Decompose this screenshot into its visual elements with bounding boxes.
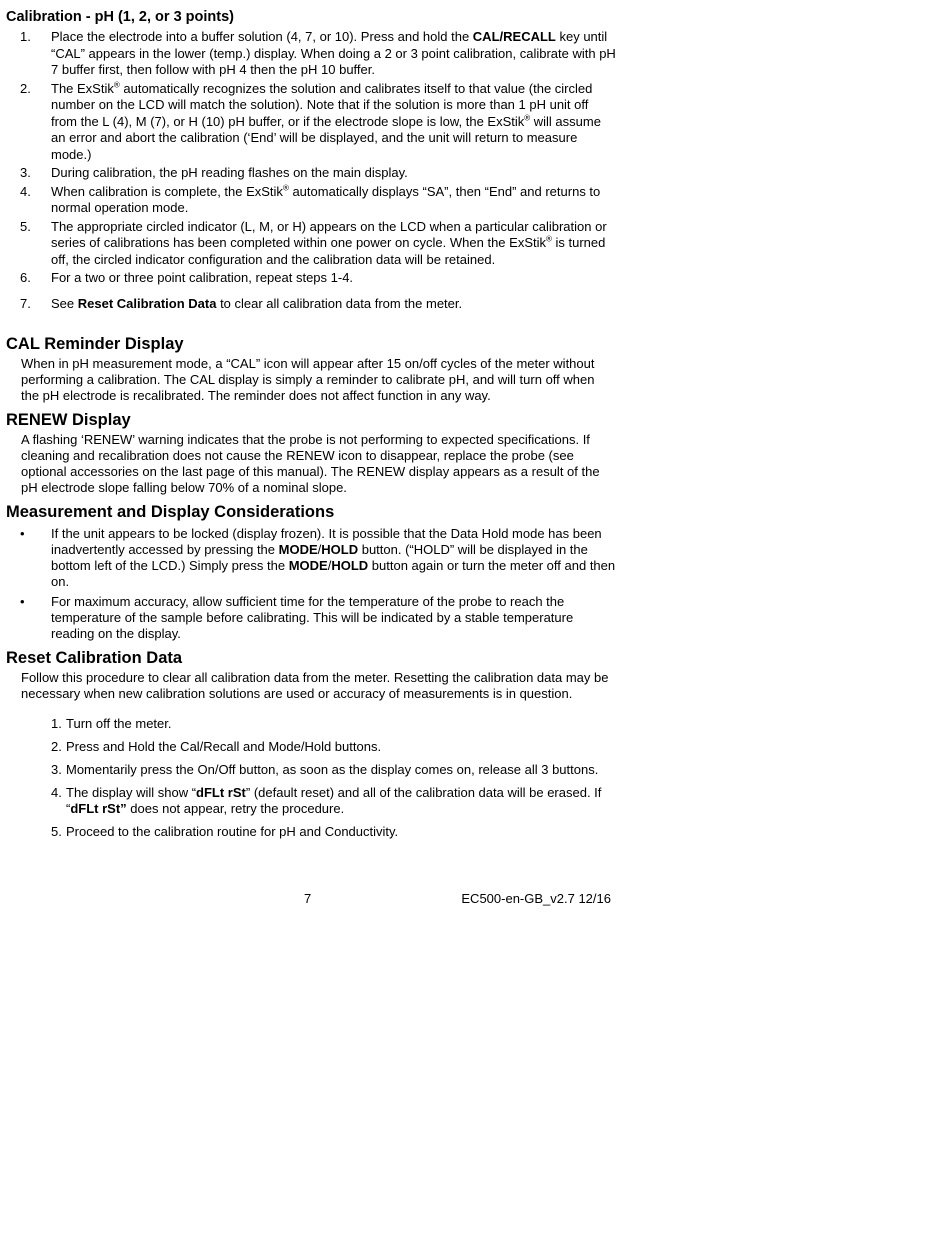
list-number: 3. xyxy=(20,165,31,180)
calibration-heading: Calibration - pH (1, 2, or 3 points) xyxy=(6,9,234,25)
document-code: EC500-en-GB_v2.7 12/16 xyxy=(461,891,611,906)
reset-steps-list xyxy=(6,716,616,840)
registered-mark: ® xyxy=(524,113,531,123)
list-item: 3. During calibration, the pH reading flashes on the main display. xyxy=(20,165,408,180)
cal-reminder-body: When in pH measurement mode, a “CAL” icon will appear after 15 on/off cycles of the meter without performing a calibration. The CAL display is simply a reminder to calibrate pH, and will turn off when the pH electrode is recalibrated. The reminder does not affect function in any way. xyxy=(21,356,595,403)
list-number: 3. xyxy=(51,762,62,777)
list-number: 4. xyxy=(51,785,62,800)
list-number: 6. xyxy=(20,270,31,285)
list-number: 2. xyxy=(20,80,31,96)
list-item: 7. See Reset Calibration Data to clear all calibration data from the meter. xyxy=(20,295,463,311)
reset-calibration-reference: Reset Calibration Data xyxy=(77,295,217,311)
measurement-heading: Measurement and Display Considerations xyxy=(6,503,335,521)
list-number: 1. xyxy=(20,29,31,44)
registered-mark: ® xyxy=(545,234,552,244)
list-item: 2. The ExStik® automatically recognizes the solution and calibrates itself to that value (the circled number on the LCD will match the solution). Note that if the solution is more than 1 pH unit off from the L (4), M (7), or H (10) pH buffer, or if the electrode slope is low, the ExStik® will assume an error and abort the calibration (‘End’ will be displayed, and the unit will return to measure mode.) xyxy=(20,80,601,162)
page-number: 7 xyxy=(304,891,312,906)
registered-mark: ® xyxy=(282,183,289,193)
list-number: 5. xyxy=(51,824,62,839)
list-number: 5. xyxy=(20,218,31,234)
list-item: 6. For a two or three point calibration, repeat steps 1-4. xyxy=(20,270,354,285)
reset-heading: Reset Calibration Data xyxy=(6,649,183,667)
registered-mark: ® xyxy=(113,80,120,90)
renew-heading: RENEW Display xyxy=(6,411,131,429)
measurement-bullet-list xyxy=(6,526,616,642)
cal-reminder-heading: CAL Reminder Display xyxy=(6,335,184,353)
list-item: • For maximum accuracy, allow sufficient time for the temperature of the probe to reach the temperature of the sample before calibrating. This will be indicated by a stable temperature reading on the display. xyxy=(20,594,574,641)
list-item: • If the unit appears to be locked (display frozen). It is possible that the Data Hold mode has been inadvertently accessed by pressing the MODE/HOLD button. (“HOLD” will be displayed in the bottom left of the LCD.) Simply press the MODE/HOLD button again or turn the meter off and then on. xyxy=(20,526,616,589)
calibration-steps-list xyxy=(6,29,616,312)
list-number: 1. xyxy=(51,716,62,731)
document-page xyxy=(6,8,616,847)
list-item: 4. When calibration is complete, the ExStik® automatically displays “SA”, then “End” and returns to normal operation mode. xyxy=(20,183,601,215)
bullet-icon: • xyxy=(20,594,25,609)
list-number: 7. xyxy=(20,295,31,311)
renew-body: A flashing ‘RENEW’ warning indicates that the probe is not performing to expected specifications. If cleaning and recalibration does not cause the RENEW icon to disappear, replace the probe (see optional accessories on the last page of this manual). The RENEW display appears as a result of the pH electrode slope falling below 70% of a nominal slope. xyxy=(21,432,600,495)
cal-key-label: CAL xyxy=(472,29,500,44)
list-item: 4. The display will show “dFLt rSt” (default reset) and all of the calibration data will be erased. If “dFLt rSt” does not appear, retry the procedure. xyxy=(51,785,602,816)
list-number: 2. xyxy=(51,739,62,754)
list-item: 1. Turn off the meter. xyxy=(51,716,172,731)
list-item: 5. Proceed to the calibration routine for pH and Conductivity. xyxy=(51,824,399,839)
list-item: 2. Press and Hold the Cal/Recall and Mode/Hold buttons. xyxy=(51,739,382,754)
reset-intro: Follow this procedure to clear all calibration data from the meter. Resetting the calibration data may be necessary when new calibration solutions are used or accuracy of measurements is in question. xyxy=(21,670,609,701)
list-item: 3. Momentarily press the On/Off button, as soon as the display comes on, release all 3 buttons. xyxy=(51,762,599,777)
bullet-icon: • xyxy=(20,526,25,541)
list-number: 4. xyxy=(20,183,31,199)
page-footer xyxy=(6,891,611,907)
recall-key-label: RECALL xyxy=(503,29,556,44)
list-item: 1. Place the electrode into a buffer solution (4, 7, or 10). Press and hold the CAL/RECALL key until “CAL” appears in the lower (temp.) display. When doing a 2 or 3 point calibration, calibrate with pH 7 buffer first, then follow with pH 4 then the pH 10 buffer. xyxy=(20,29,616,77)
list-item: 5. The appropriate circled indicator (L, M, or H) appears on the LCD when a particular calibration or series of calibrations has been completed within one power on cycle. When the ExStik® is turned off, the circled indicator configuration and the calibration data will be retained. xyxy=(20,218,607,267)
